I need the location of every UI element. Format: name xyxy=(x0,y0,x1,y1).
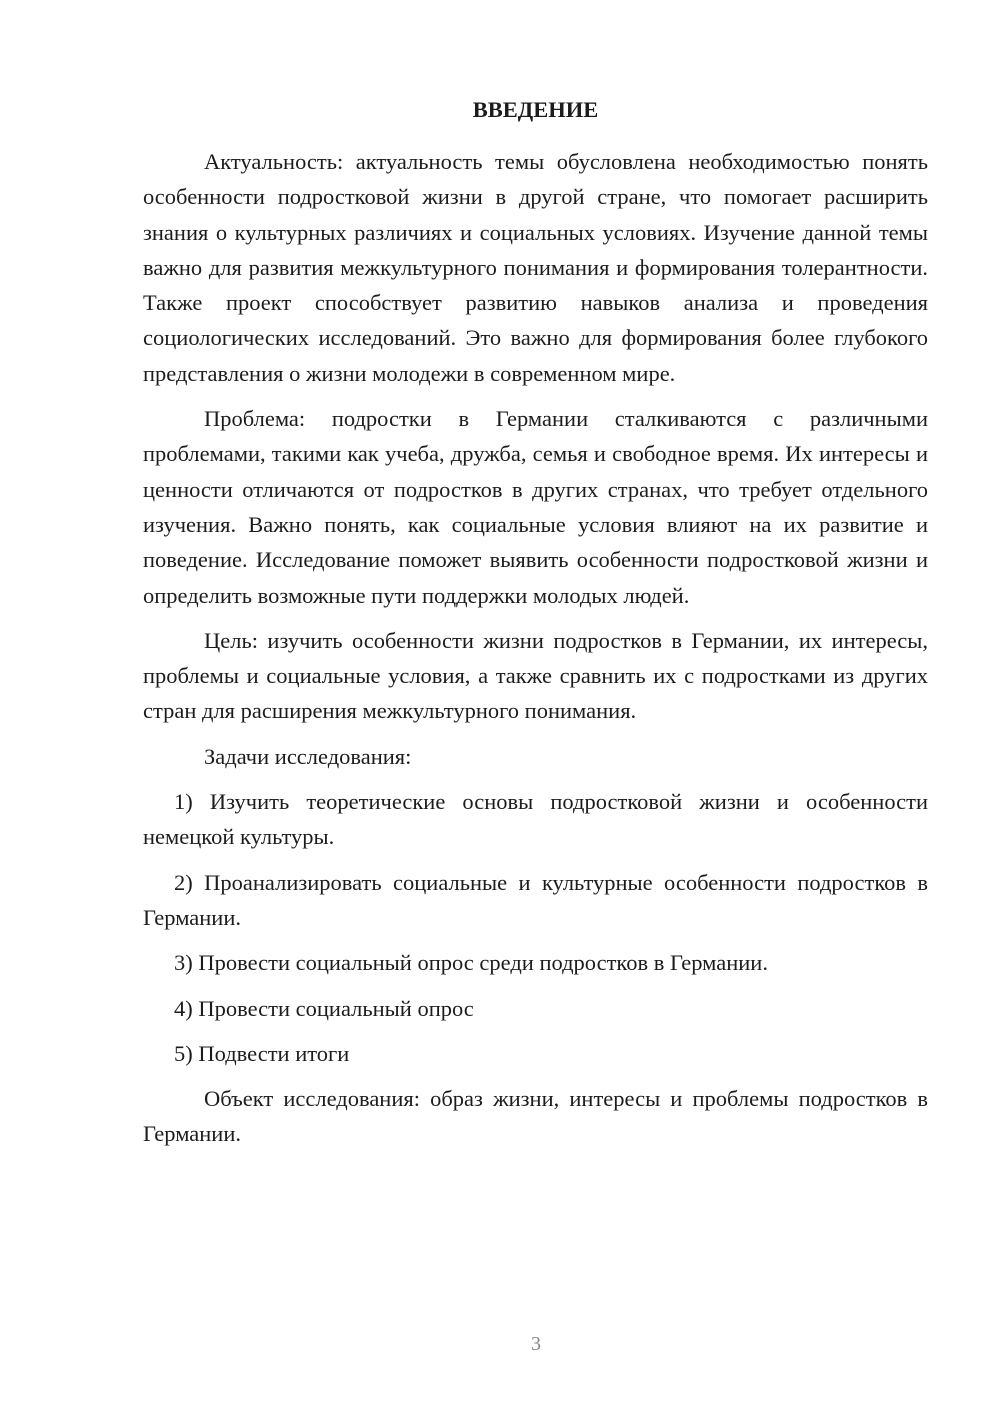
page-content xyxy=(143,92,928,1162)
section-title: ВВЕДЕНИЕ xyxy=(472,97,599,122)
problem-paragraph: Проблема: подростки в Германии сталкиваются с различными проблемами, такими как учеба, дружба, семья и свободное время. Их интересы и ценности отличаются от подростков в других странах, что требует отдельного изучения. Важно понять, как социальные условия влияют на их развитие и поведение. Исследование поможет выявить особенности подростковой жизни и определить возможные пути поддержки молодых людей. xyxy=(143,406,928,608)
object-paragraph: Объект исследования: образ жизни, интересы и проблемы подростков в Германии. xyxy=(143,1086,928,1147)
task-item-3: 3) Провести социальный опрос среди подростков в Германии. xyxy=(174,950,768,976)
tasks-heading: Задачи исследования: xyxy=(204,743,412,769)
task-item-2: 2) Проанализировать социальные и культурные особенности подростков в Германии. xyxy=(143,869,928,930)
relevance-paragraph: Актуальность: актуальность темы обусловлена необходимостью понять особенности подростковой жизни в другой стране, что помогает расширить знания о культурных различиях и социальных условиях. Изучение данной темы важно для развития межкультурного понимания и формирования толерантности. Также проект способствует развитию навыков анализа и проведения социологических исследований. Это важно для формирования более глубокого представления о жизни молодежи в современном мире. xyxy=(143,149,928,386)
page-number: 3 xyxy=(531,1333,541,1355)
task-item-1: 1) Изучить теоретические основы подростковой жизни и особенности немецкой культуры. xyxy=(143,789,928,850)
goal-paragraph: Цель: изучить особенности жизни подростков в Германии, их интересы, проблемы и социальные условия, а также сравнить их с подростками из других стран для расширения межкультурного понимания. xyxy=(143,627,928,724)
task-item-4: 4) Провести социальный опрос xyxy=(174,995,474,1021)
task-item-5: 5) Подвести итоги xyxy=(174,1040,350,1066)
